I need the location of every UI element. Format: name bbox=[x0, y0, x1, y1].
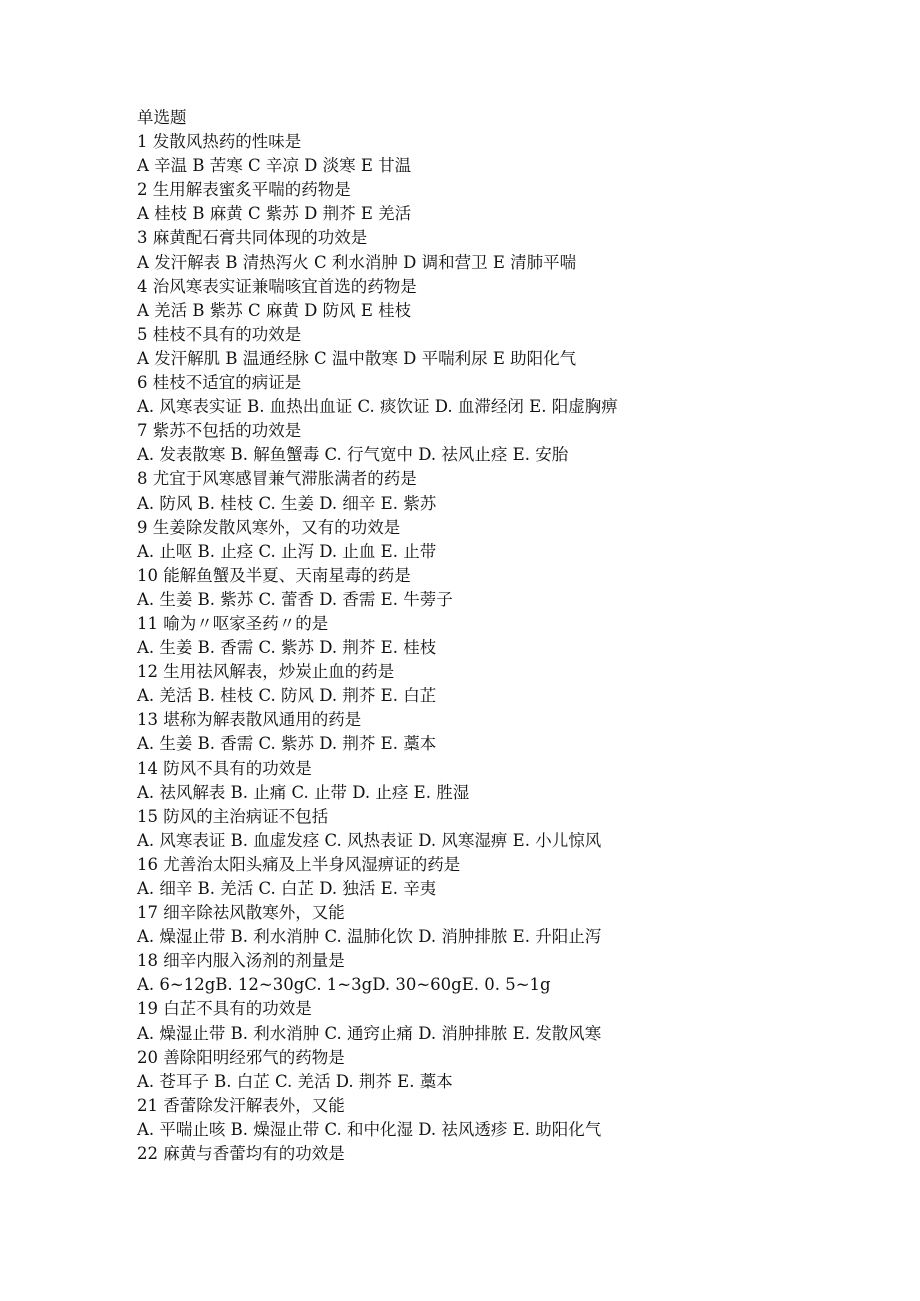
question-options: A. 苍耳子 B. 白芷 C. 羌活 D. 荆芥 E. 藁本 bbox=[137, 1071, 453, 1091]
question-text: 14 防风不具有的功效是 bbox=[137, 758, 312, 778]
question-text: 4 治风寒表实证兼喘咳宜首选的药物是 bbox=[137, 276, 417, 296]
question-text: 2 生用解表蜜炙平喘的药物是 bbox=[137, 180, 351, 200]
question-options: A. 生姜 B. 香需 C. 紫苏 D. 荆芥 E. 桂枝 bbox=[137, 638, 437, 658]
question-text: 19 白芷不具有的功效是 bbox=[137, 999, 312, 1019]
question-options: A. 防风 B. 桂枝 C. 生姜 D. 细辛 E. 紫苏 bbox=[137, 493, 437, 513]
question-options: A 桂枝 B 麻黄 C 紫苏 D 荆芥 E 羌活 bbox=[137, 204, 412, 224]
question-options: A 羌活 B 紫苏 C 麻黄 D 防风 E 桂枝 bbox=[137, 300, 412, 320]
question-text: 1 发散风热药的性味是 bbox=[137, 132, 302, 152]
question-options: A. 祛风解表 B. 止痛 C. 止带 D. 止痉 E. 胜湿 bbox=[137, 782, 470, 802]
question-text: 21 香蕾除发汗解表外，又能 bbox=[137, 1095, 345, 1115]
question-text: 7 紫苏不包括的功效是 bbox=[137, 421, 302, 441]
question-options: A. 6~12gB. 12~30gC. 1~3gD. 30~60gE. 0. 5~1g bbox=[137, 975, 551, 995]
question-options: A 发汗解表 B 清热泻火 C 利水消肿 D 调和营卫 E 清肺平喘 bbox=[137, 252, 577, 272]
question-options: A 发汗解肌 B 温通经脉 C 温中散寒 D 平喘利尿 E 助阳化气 bbox=[137, 348, 577, 368]
question-text: 17 细辛除祛风散寒外，又能 bbox=[137, 903, 345, 923]
question-options: A. 燥湿止带 B. 利水消肿 C. 温肺化饮 D. 消肿排脓 E. 升阳止泻 bbox=[137, 927, 602, 947]
question-text: 10 能解鱼蟹及半夏、天南星毒的药是 bbox=[137, 565, 411, 585]
question-options: A. 羌活 B. 桂枝 C. 防风 D. 荆芥 E. 白芷 bbox=[137, 686, 437, 706]
question-text: 20 善除阳明经邪气的药物是 bbox=[137, 1047, 345, 1067]
section-title: 单选题 bbox=[137, 108, 187, 127]
question-options: A 辛温 B 苦寒 C 辛凉 D 淡寒 E 甘温 bbox=[137, 156, 412, 176]
question-text: 9 生姜除发散风寒外，又有的功效是 bbox=[137, 517, 401, 537]
question-text: 6 桂枝不适宜的病证是 bbox=[137, 373, 302, 393]
question-options: A. 发表散寒 B. 解鱼蟹毒 C. 行气宽中 D. 祛风止痉 E. 安胎 bbox=[137, 445, 569, 465]
document-page bbox=[137, 106, 897, 1166]
question-options: A. 风寒表证 B. 血虚发痉 C. 风热表证 D. 风寒湿痹 E. 小儿惊风 bbox=[137, 830, 602, 850]
question-text: 8 尤宜于风寒感冒兼气滞胀满者的药是 bbox=[137, 469, 417, 489]
question-list bbox=[137, 130, 897, 1166]
question-text: 5 桂枝不具有的功效是 bbox=[137, 324, 302, 344]
question-options: A. 生姜 B. 香需 C. 紫苏 D. 荆芥 E. 藁本 bbox=[137, 734, 437, 754]
question-text: 11 喻为〃呕家圣药〃的是 bbox=[137, 613, 329, 633]
question-text: 15 防风的主治病证不包括 bbox=[137, 806, 329, 826]
question-options: A. 风寒表实证 B. 血热出血证 C. 痰饮证 D. 血滞经闭 E. 阳虚胸痹 bbox=[137, 397, 618, 417]
question-options: A. 止呕 B. 止痉 C. 止泻 D. 止血 E. 止带 bbox=[137, 541, 437, 561]
question-text: 18 细辛内服入汤剂的剂量是 bbox=[137, 951, 345, 971]
question-text: 22 麻黄与香蕾均有的功效是 bbox=[137, 1144, 345, 1164]
question-options: A. 平喘止咳 B. 燥湿止带 C. 和中化湿 D. 祛风透疹 E. 助阳化气 bbox=[137, 1119, 602, 1139]
question-options: A. 细辛 B. 羌活 C. 白芷 D. 独活 E. 辛夷 bbox=[137, 879, 437, 898]
question-options: A. 燥湿止带 B. 利水消肿 C. 通窍止痛 D. 消肿排脓 E. 发散风寒 bbox=[137, 1023, 602, 1043]
question-text: 16 尤善治太阳头痛及上半身风湿痹证的药是 bbox=[137, 854, 461, 874]
question-text: 13 堪称为解表散风通用的药是 bbox=[137, 710, 362, 730]
question-text: 3 麻黄配石膏共同体现的功效是 bbox=[137, 228, 368, 248]
question-text: 12 生用祛风解表，炒炭止血的药是 bbox=[137, 662, 395, 682]
question-options: A. 生姜 B. 紫苏 C. 蕾香 D. 香需 E. 牛蒡子 bbox=[137, 589, 453, 609]
